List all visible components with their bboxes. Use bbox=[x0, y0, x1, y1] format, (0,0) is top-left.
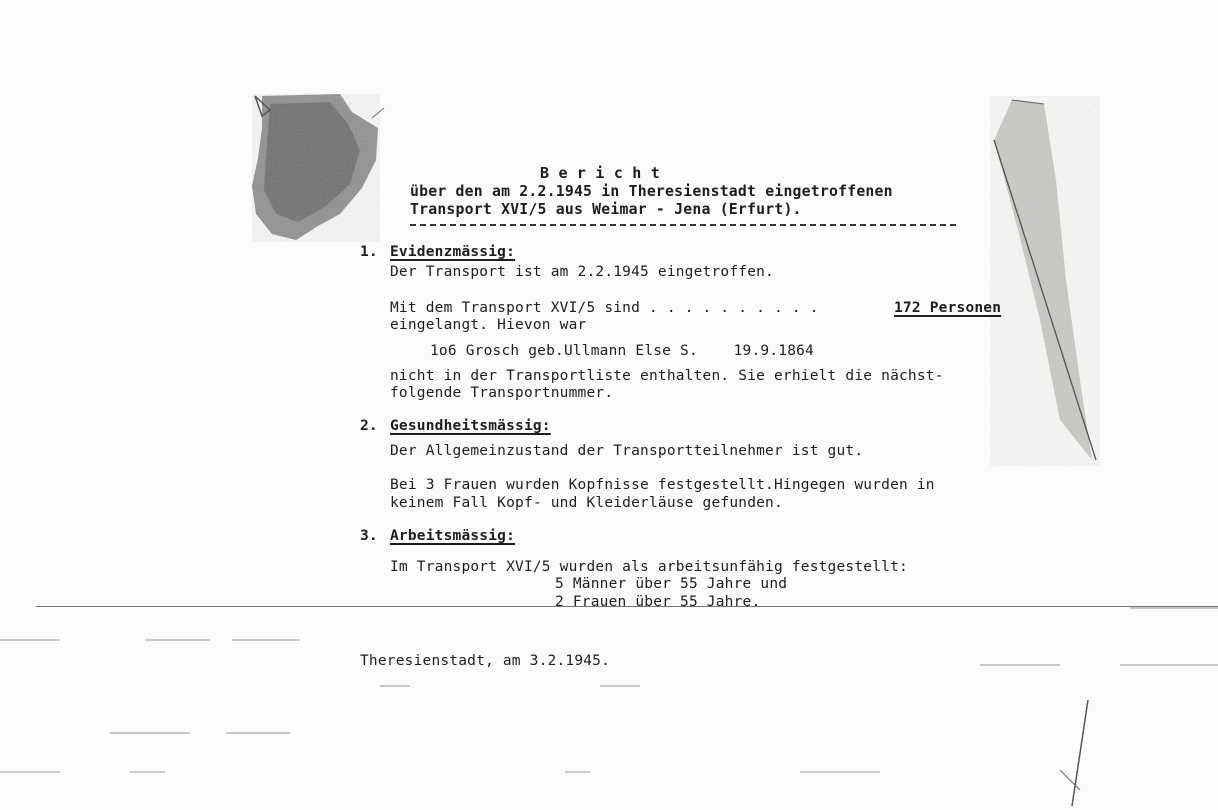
section-1-paragraph-1: Der Transport ist am 2.2.1945 eingetroffen. bbox=[390, 264, 774, 280]
section-1-person-count: 172 Personen bbox=[894, 300, 1002, 316]
section-3-paragraph-1: Im Transport XVI/5 wurden als arbeitsunfähig festgestellt: bbox=[390, 559, 908, 575]
section-1-paragraph-4-line-1: nicht in der Transportliste enthalten. Sie erhielt die nächst- bbox=[390, 368, 944, 384]
place-date: Theresienstadt, am 3.2.1945. bbox=[360, 653, 611, 669]
section-1-paragraph-2-line-2: eingelangt. Hievon war bbox=[390, 317, 587, 333]
section-1-person-entry: 1o6 Grosch geb.Ullmann Else S. 19.9.1864 bbox=[430, 343, 814, 359]
subtitle-line-1: über den am 2.2.1945 in Theresienstadt eingetroffenen bbox=[410, 183, 893, 200]
section-2-heading: Gesundheitsmässig: bbox=[390, 418, 551, 434]
stain-top-left bbox=[252, 94, 380, 242]
section-2-paragraph-2-line-1: Bei 3 Frauen wurden Kopfnisse festgestellt.Hingegen wurden in bbox=[390, 477, 935, 493]
subtitle-line-2: Transport XVI/5 aus Weimar - Jena (Erfurt). bbox=[410, 201, 802, 218]
section-2-paragraph-2-line-2: keinem Fall Kopf- und Kleiderläuse gefunden. bbox=[390, 495, 783, 511]
section-3-men-count: 5 Männer über 55 Jahre und bbox=[555, 576, 788, 592]
edge-mark-bottom-right bbox=[1072, 700, 1088, 806]
section-2-paragraph-1: Der Allgemeinzustand der Transportteilnehmer ist gut. bbox=[390, 443, 864, 459]
section-1-number: 1. bbox=[360, 244, 378, 260]
document-title: B e r i c h t bbox=[540, 164, 660, 182]
section-1-paragraph-4-line-2: folgende Transportnummer. bbox=[390, 385, 614, 401]
stain-right-edge bbox=[990, 96, 1100, 466]
scan-dash-lines bbox=[0, 608, 1218, 772]
section-3-number: 3. bbox=[360, 528, 378, 544]
title-dashed-rule bbox=[410, 224, 956, 226]
section-1-heading: Evidenzmässig: bbox=[390, 244, 516, 260]
section-2-number: 2. bbox=[360, 418, 378, 434]
section-3-heading: Arbeitsmässig: bbox=[390, 528, 516, 544]
section-3-women-count: 2 Frauen über 55 Jahre. bbox=[555, 594, 761, 610]
section-1-paragraph-2-lead: Mit dem Transport XVI/5 sind . . . . . . . . . . bbox=[390, 300, 819, 316]
